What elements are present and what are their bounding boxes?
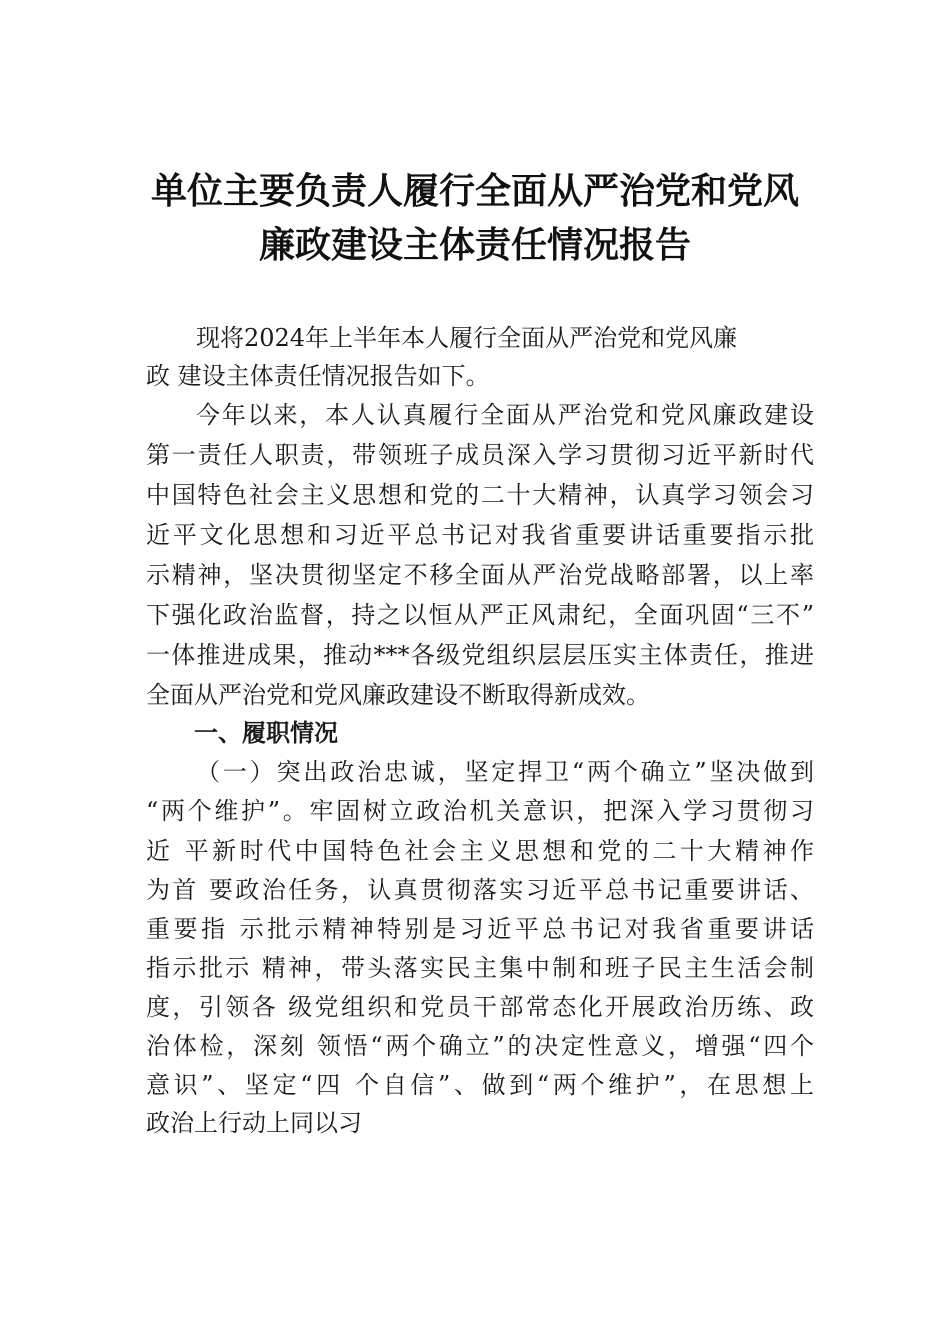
- paragraph-3-line: 治体检，深刻 领悟“两个确立”的决定性意义，增强“四个: [146, 1032, 814, 1060]
- paragraph-3-line: 指示批示 精神，带头落实民主集中制和班子民主生活会制: [146, 954, 814, 982]
- section-heading: 一、履职情况: [194, 719, 338, 747]
- paragraph-3-line: 政治上行动上同以习: [146, 1109, 362, 1137]
- paragraph-3-line: 重要指 示批示精神特别是习近平总书记对我省重要讲话: [146, 915, 814, 943]
- paragraph-1-line: 现将2024年上半年本人履行全面从严治党和党风廉: [196, 324, 738, 352]
- paragraph-3-line: 为首 要政治任务，认真贯彻落实习近平总书记重要讲话、: [146, 876, 814, 904]
- paragraph-2-line: 第一责任人职责，带领班子成员深入学习贯彻习近平新时代: [146, 441, 814, 469]
- paragraph-3-line: 近 平新时代中国特色社会主义思想和党的二十大精神作: [146, 837, 814, 865]
- paragraph-2-line: 今年以来，本人认真履行全面从严治党和党风廉政建设: [196, 401, 814, 429]
- document-title-line-1: 单位主要负责人履行全面从严治党和党风: [150, 171, 799, 212]
- paragraph-3-line: （一）突出政治忠诚，坚定捍卫“两个确立”坚决做到: [196, 758, 814, 786]
- paragraph-2-line: 中国特色社会主义思想和党的二十大精神，认真学习领会习: [146, 481, 814, 509]
- paragraph-1-line: 政 建设主体责任情况报告如下。: [146, 362, 490, 390]
- paragraph-3-line: 度，引领各 级党组织和党员干部常态化开展政治历练、政: [146, 993, 814, 1021]
- paragraph-3-line: “两个维护”。牢固树立政治机关意识，把深入学习贯彻习: [146, 797, 814, 825]
- document-title-line-2: 廉政建设主体责任情况报告: [258, 225, 691, 266]
- paragraph-2-line: 示精神，坚决贯彻坚定不移全面从严治党战略部署，以上率: [146, 561, 814, 589]
- paragraph-2-line: 近平文化思想和习近平总书记对我省重要讲话重要指示批: [146, 521, 814, 549]
- paragraph-2-line: 全面从严治党和党风廉政建设不断取得新成效。: [146, 681, 650, 709]
- paragraph-2-line: 一体推进成果，推动***各级党组织层层压实主体责任，推进: [146, 641, 814, 669]
- paragraph-2-line: 下强化政治监督，持之以恒从严正风肃纪，全面巩固“三不”: [146, 601, 814, 629]
- paragraph-3-line: 意识”、坚定“四 个自信”、做到“两个维护”，在思想上: [146, 1071, 814, 1099]
